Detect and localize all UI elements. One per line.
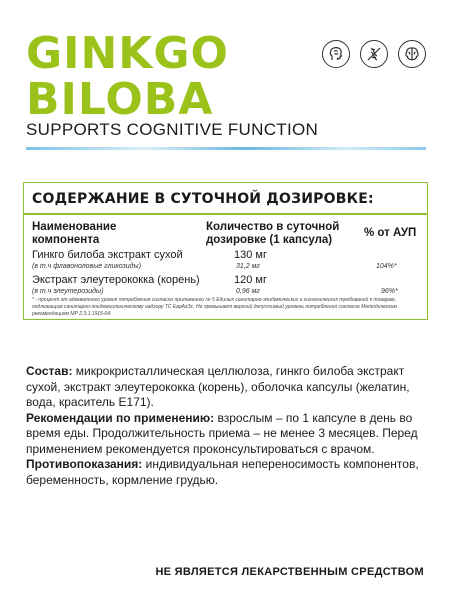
no-gmo-icon bbox=[360, 40, 388, 68]
column-header-percent: % от АУП bbox=[364, 227, 417, 239]
row-2-subamount: 0,96 мг bbox=[236, 288, 260, 295]
product-subtitle: SUPPORTS COGNITIVE FUNCTION bbox=[26, 120, 319, 139]
row-1-subpercent: 104%* bbox=[376, 263, 397, 270]
contraindications-text: индивидуальная непереносимость компонентов, беременность, кормление грудью. bbox=[26, 457, 419, 487]
column-header-amount: Количество в суточной дозировке (1 капсула) bbox=[206, 221, 340, 246]
row-2-subname: (в т.ч элеутерозиды) bbox=[32, 288, 104, 295]
product-title bbox=[26, 28, 229, 125]
row-1-name: Гинкго билоба экстракт сухой bbox=[32, 249, 183, 261]
row-1-subname: (в т.ч флавоноловые гликозиды) bbox=[32, 263, 142, 270]
column-header-name: Наименование компонента bbox=[32, 221, 117, 246]
dosage-table bbox=[23, 182, 428, 320]
feature-icons bbox=[322, 40, 426, 68]
usage-paragraph bbox=[26, 411, 426, 458]
composition-text: микрокристаллическая целлюлоза, гинкго билоба экстракт сухой, экстракт элеутерококка (корень), оболочка капсулы (желатин, вода, краситель Е171). bbox=[26, 364, 410, 409]
row-2-subpercent: 96%* bbox=[381, 288, 398, 295]
usage-label: Рекомендации по применению: bbox=[26, 410, 215, 425]
row-2-amount: 120 мг bbox=[234, 274, 267, 286]
product-info bbox=[26, 364, 426, 488]
table-footnote: * - процент от адекватного уровня потребления согласно приложению № 5 Единых санитарно-эпидемических и гигиенических требований к товарам, подлежащим санитарно-эпидемиологическому надзору ТС ЕврАзЭс. Не превышает верхний допустимый уровень потребления согласно Методическим рекомендациям МР 2.3.1.1915-04. bbox=[32, 297, 397, 317]
contraindications-label: Противопоказания: bbox=[26, 457, 143, 471]
not-medicine-notice: НЕ ЯВЛЯЕТСЯ ЛЕКАРСТВЕННЫМ СРЕДСТВОМ bbox=[155, 566, 424, 578]
brain-head-icon bbox=[322, 40, 350, 68]
composition-paragraph bbox=[26, 364, 426, 411]
composition-label: Состав: bbox=[26, 364, 73, 378]
title-line-2: BILOBA bbox=[26, 74, 214, 125]
decorative-stripe bbox=[26, 147, 426, 150]
table-heading: СОДЕРЖАНИЕ В СУТОЧНОЙ ДОЗИРОВКЕ: bbox=[32, 191, 374, 207]
row-1-amount: 130 мг bbox=[234, 249, 267, 261]
usage-text: взрослым – по 1 капсуле в день во время еды. Продолжительность приема – не менее 3 месяцев. Перед применением рекомендуется проконсультироваться с врачом. bbox=[26, 410, 418, 456]
table-divider bbox=[24, 213, 427, 215]
title-line-1: GINKGO bbox=[26, 28, 229, 79]
contraindications-paragraph bbox=[26, 457, 426, 488]
row-1-subamount: 31,2 мг bbox=[236, 263, 260, 270]
row-2-name: Экстракт элеутерококка (корень) bbox=[32, 274, 200, 286]
brain-icon bbox=[398, 40, 426, 68]
